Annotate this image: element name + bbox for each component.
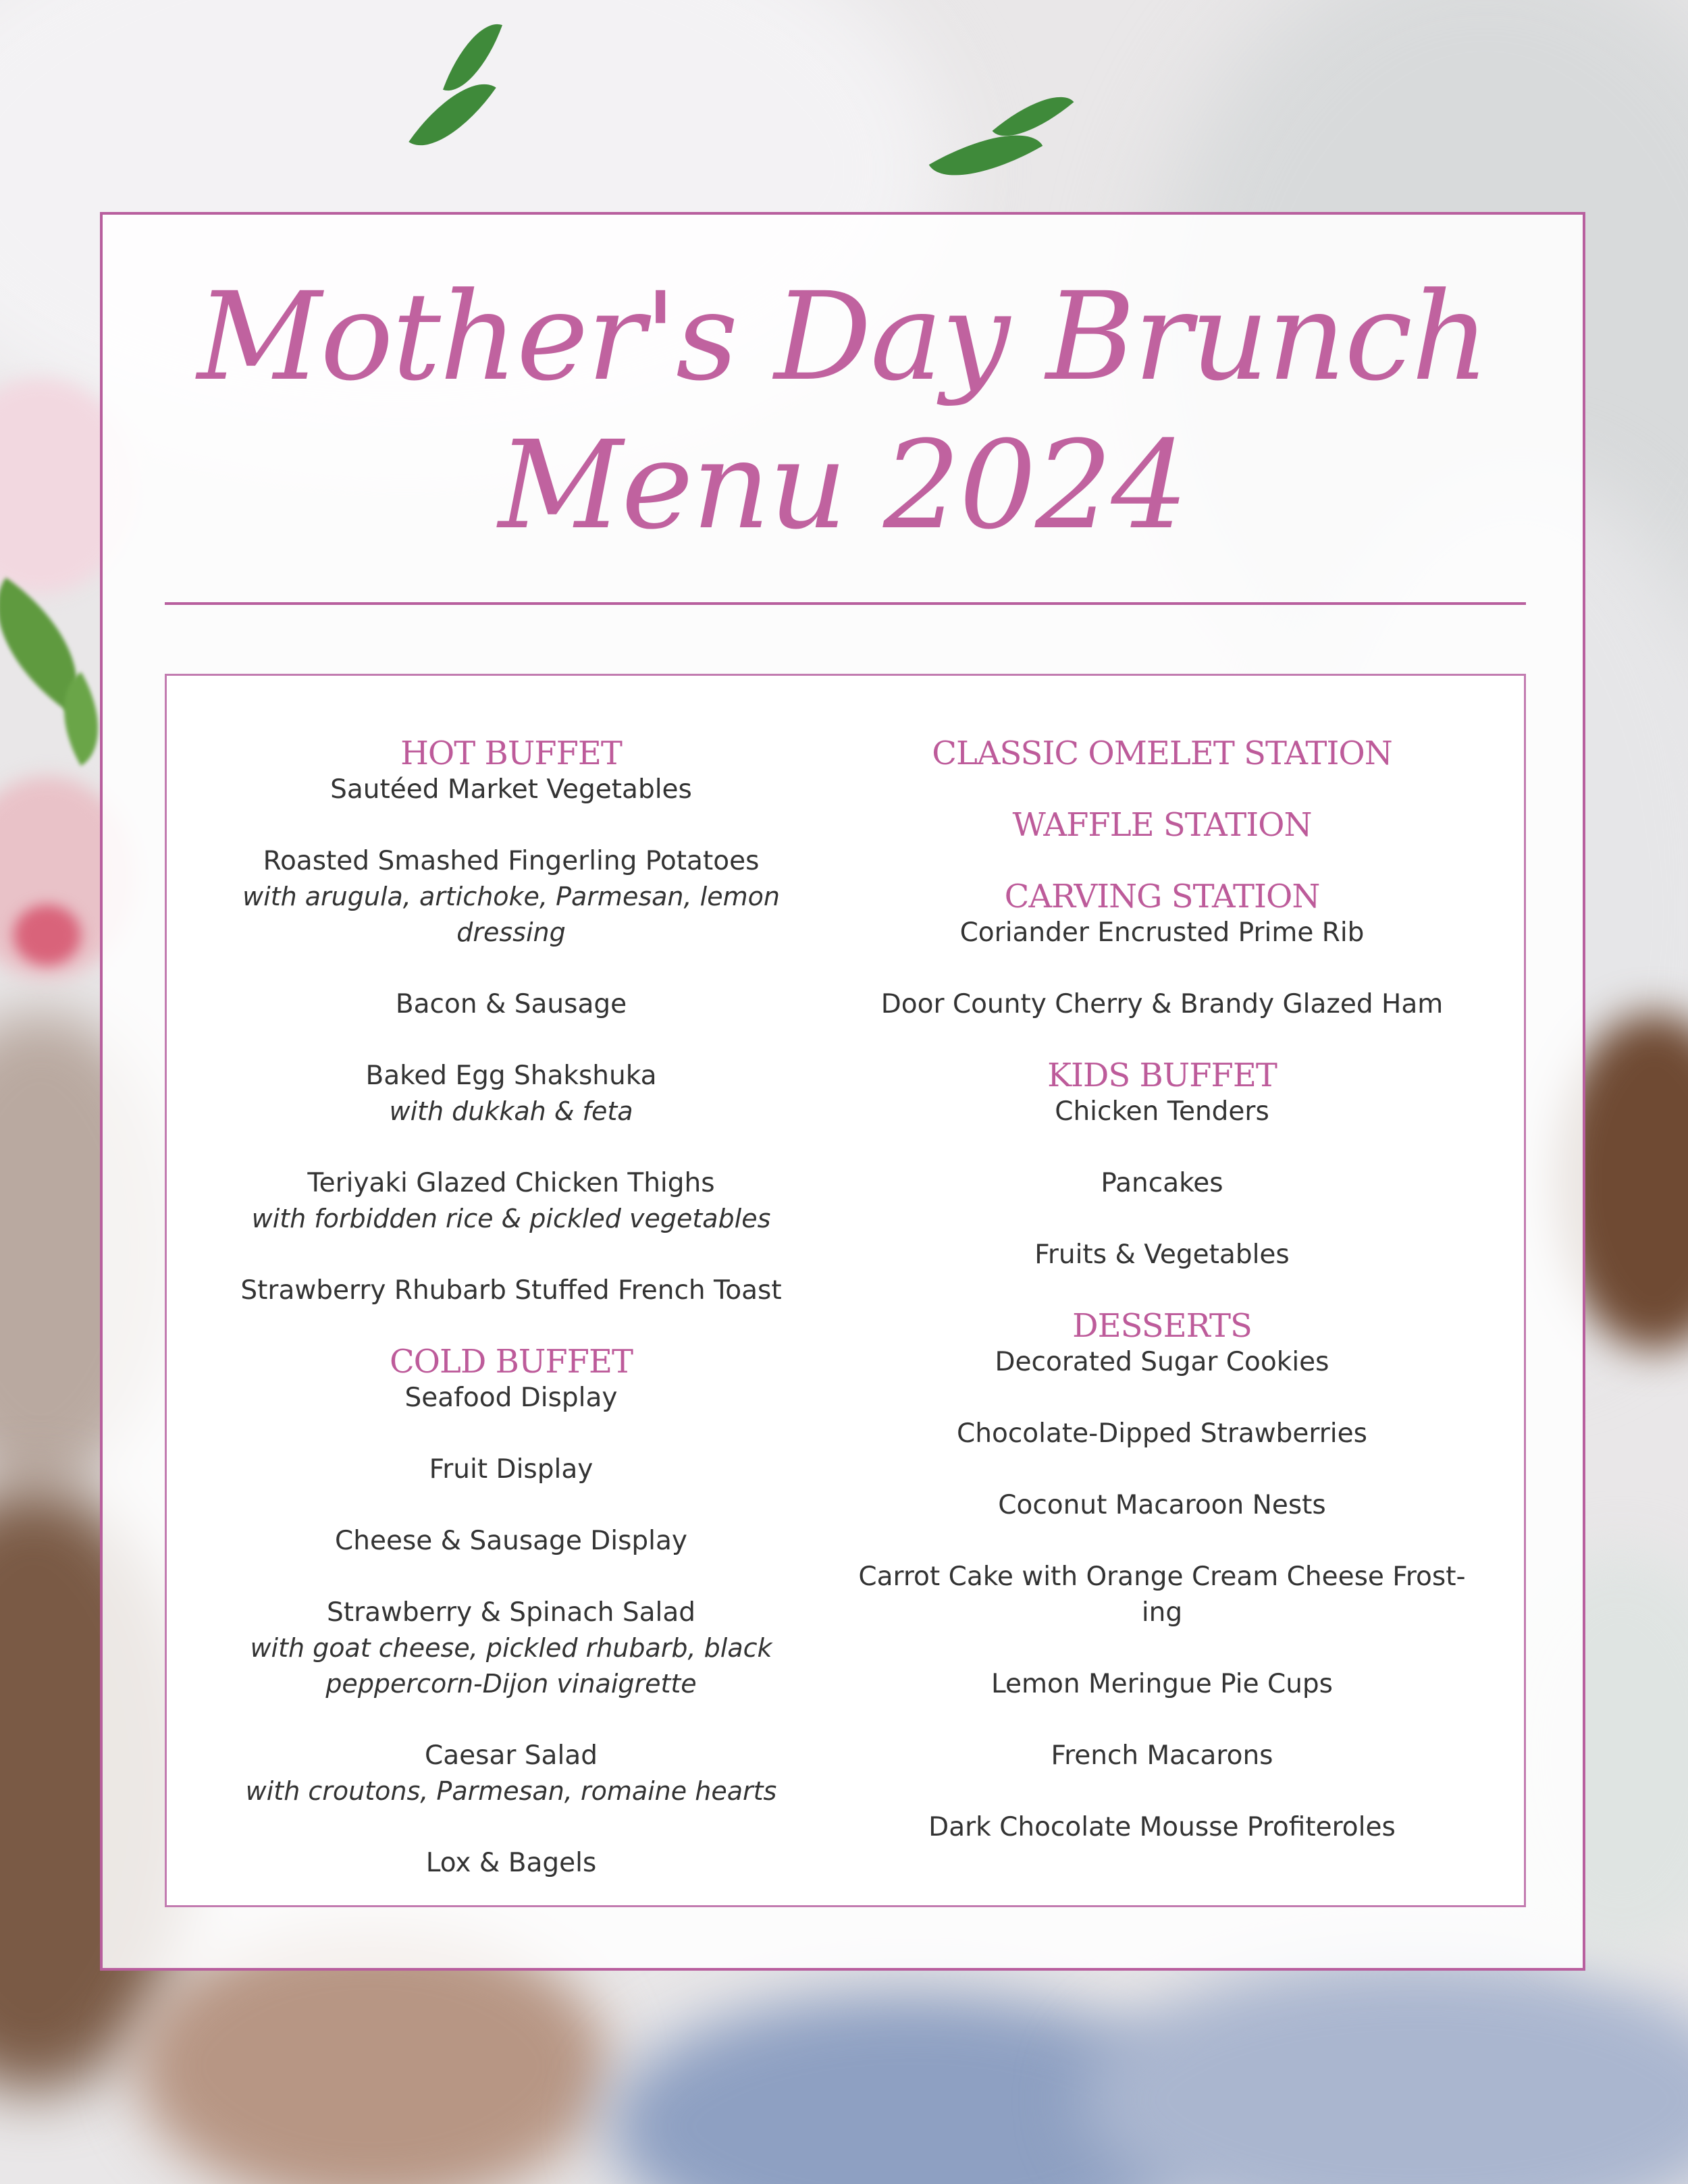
section-heading-kids-buffet: KIDS BUFFET — [1047, 1057, 1277, 1094]
menu-item: Baked Egg Shakshuka — [365, 1061, 657, 1091]
menu-item-description: peppercorn-Dijon vinaigrette — [325, 1669, 697, 1699]
menu-item-description: with dukkah & feta — [389, 1096, 633, 1126]
menu-item-description: with forbidden rice & pickled vegetables — [251, 1204, 771, 1233]
menu-title — [103, 263, 1583, 560]
menu-item: Lemon Meringue Pie Cups — [991, 1669, 1333, 1699]
title-line-2: Menu 2024 — [498, 415, 1187, 556]
menu-item: Fruits & Vegetables — [1034, 1240, 1290, 1270]
section-heading-omelet-station: CLASSIC OMELET STATION — [932, 735, 1392, 772]
section-heading-waffle-station: WAFFLE STATION — [1012, 806, 1312, 844]
title-divider — [165, 602, 1526, 605]
menu-item: Coconut Macaroon Nests — [998, 1490, 1326, 1520]
menu-item: Strawberry Rhubarb Stuffed French Toast — [240, 1275, 782, 1306]
right-column — [845, 735, 1479, 1845]
menu-item: Caesar Salad — [425, 1740, 598, 1771]
section-heading-carving-station: CARVING STATION — [1004, 878, 1320, 915]
menu-body — [165, 674, 1526, 1907]
menu-item: Door County Cherry & Brandy Glazed Ham — [880, 989, 1444, 1019]
menu-item: Bacon & Sausage — [395, 989, 627, 1019]
menu-item: Strawberry & Spinach Salad — [327, 1597, 695, 1628]
menu-item: Pancakes — [1101, 1168, 1223, 1198]
menu-item: Teriyaki Glazed Chicken Thighs — [307, 1168, 715, 1198]
left-column — [194, 735, 828, 1881]
menu-item: Chocolate-Dipped Strawberries — [957, 1418, 1367, 1449]
menu-item: Cheese & Sausage Display — [335, 1526, 687, 1556]
menu-item: Sautéed Market Vegetables — [330, 774, 692, 805]
menu-item: Fruit Display — [429, 1454, 594, 1485]
title-line-1: Mother's Day Brunch — [196, 267, 1489, 408]
section-heading-cold-buffet: COLD BUFFET — [389, 1343, 633, 1381]
menu-item-description: with arugula, artichoke, Parmesan, lemon dressing — [242, 882, 780, 947]
menu-item: Roasted Smashed Fingerling Potatoes — [263, 846, 760, 876]
menu-item: French Macarons — [1051, 1740, 1273, 1771]
menu-item: Coriander Encrusted Prime Rib — [959, 917, 1365, 948]
menu-item: Decorated Sugar Cookies — [995, 1347, 1329, 1377]
menu-item-description: with croutons, Parmesan, romaine hearts — [245, 1776, 777, 1806]
menu-card — [100, 212, 1585, 1971]
section-heading-desserts: DESSERTS — [1072, 1307, 1252, 1345]
menu-item-description: with goat cheese, pickled rhubarb, black — [250, 1633, 772, 1663]
section-heading-hot-buffet: HOT BUFFET — [400, 735, 622, 772]
menu-item: ing — [1141, 1597, 1183, 1628]
menu-item: Seafood Display — [404, 1383, 618, 1413]
menu-item: Chicken Tenders — [1055, 1096, 1269, 1127]
menu-item: Lox & Bagels — [425, 1848, 597, 1878]
menu-item: Carrot Cake with Orange Cream Cheese Frost- — [858, 1562, 1466, 1592]
menu-item: Dark Chocolate Mousse Profiteroles — [928, 1812, 1396, 1842]
